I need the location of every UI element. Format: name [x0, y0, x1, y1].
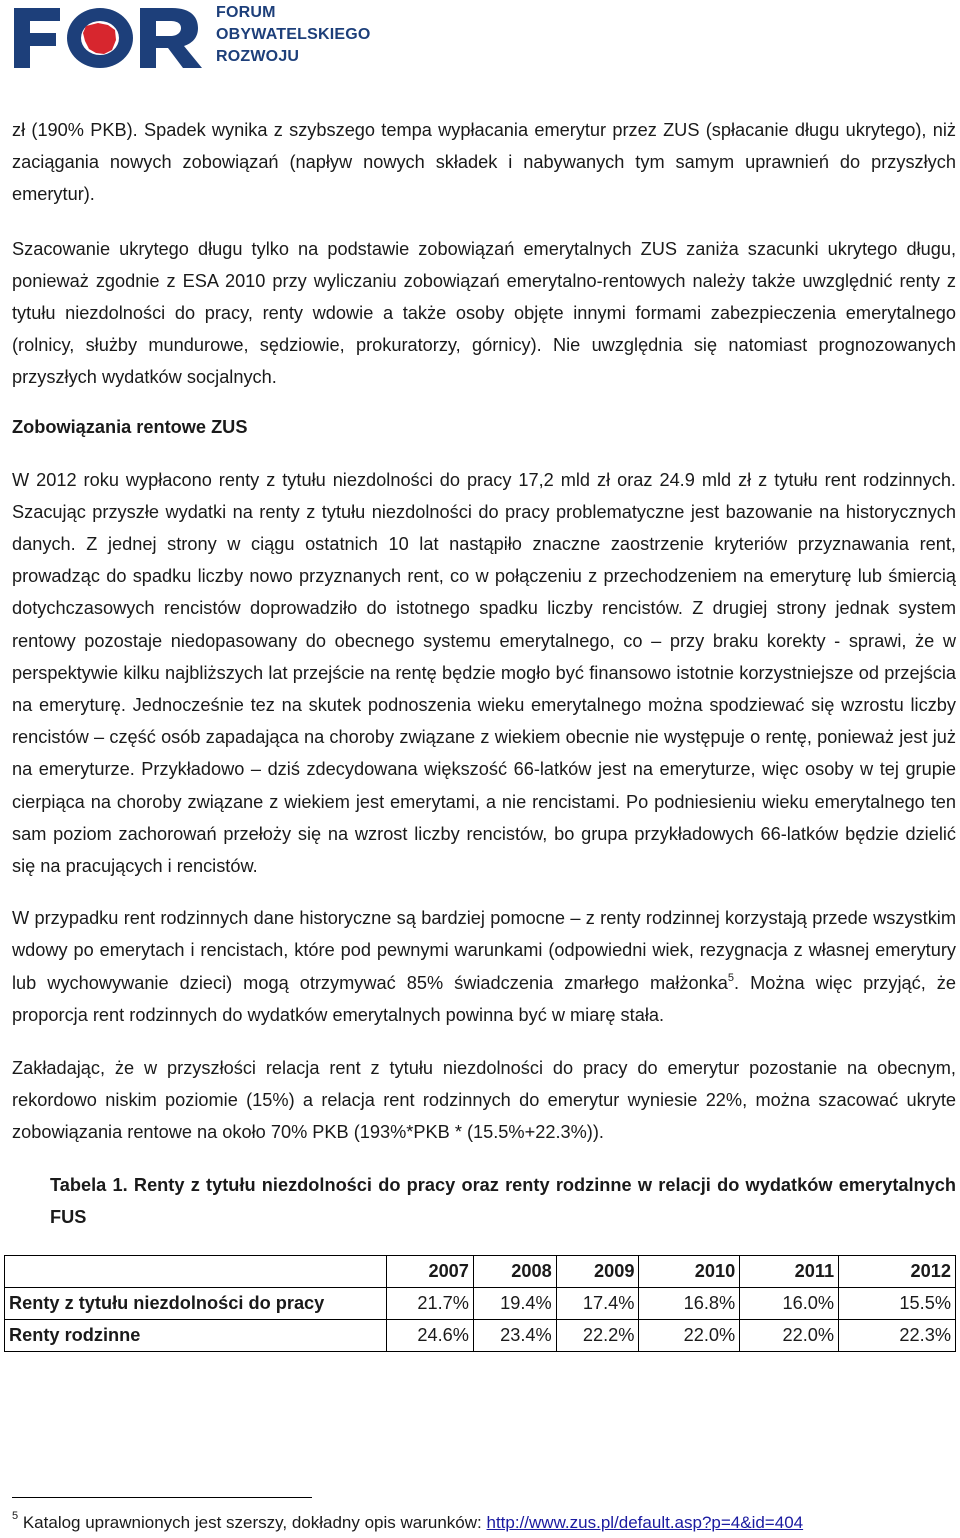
- paragraph-4-text-end: . Można więc przyjąć, że proporcja rent rodzinnych do wydatków emerytalnych powinna być w miarę stała.: [12, 972, 956, 1025]
- footnote-ref[interactable]: 5: [727, 971, 735, 984]
- table-row: [5, 1287, 956, 1319]
- logo: [12, 0, 372, 80]
- table-header-row: [5, 1255, 956, 1287]
- logo-line-obywatelskiego: OBYWATELSKIEGO: [216, 26, 371, 43]
- paragraph-1: zł (190% PKB). Spadek wynika z szybszego tempa wypłacania emerytur przez ZUS (spłacanie długu ukrytego), niż zaciągania nowych zobowiązań (napływ nowych składek i nabywanych tym samym uprawnień do przyszłych emerytur).: [12, 120, 956, 205]
- table-cell: 16.8%: [639, 1287, 740, 1319]
- table-header-year: 2012: [839, 1255, 956, 1287]
- table-header-year: 2009: [556, 1255, 639, 1287]
- paragraph-2: Szacowanie ukrytego długu tylko na podstawie zobowiązań emerytalnych ZUS zaniża szacunki ukrytego długu, ponieważ zgodnie z ESA 2010 przy wyliczaniu zobowiązań emerytalno-rentowych należy także uwzględnić renty z tytułu niezdolności do pracy, renty wdowie a także osoby objęte innymi formami zabezpieczenia emerytalnego (rolnicy, służby mundurowe, sędziowie, prokuratorzy, górnicy). Nie uwzględnia się natomiast prognozowanych przyszłych wydatków socjalnych.: [12, 238, 956, 388]
- table-caption: Tabela 1. Renty z tytułu niezdolności do pracy oraz renty rodzinne w relacji do wydatków emerytalnych FUS: [50, 1174, 956, 1227]
- table-header-year: 2011: [740, 1255, 839, 1287]
- table-header-year: 2010: [639, 1255, 740, 1287]
- table-header-empty: [5, 1255, 387, 1287]
- table-cell: 16.0%: [740, 1287, 839, 1319]
- footnote-text: Katalog uprawnionych jest szerszy, dokładny opis warunków:: [18, 1513, 487, 1532]
- footnote-link[interactable]: http://www.zus.pl/default.asp?p=4&id=404: [486, 1513, 804, 1532]
- table-header-year: 2007: [387, 1255, 474, 1287]
- row-label: Renty z tytułu niezdolności do pracy: [5, 1287, 387, 1319]
- footnote-number: 5: [12, 1510, 19, 1522]
- paragraph-5: Zakładając, że w przyszłości relacja rent z tytułu niezdolności do pracy do emerytur pozostanie na obecnym, rekordowo niskim poziomie (15%) a relacja rent rodzinnych do emerytur wyniesie 22%, można szacować ukryte zobowiązania rentowe na około 70% PKB (193%*PKB * (15.5%+22.3%)).: [12, 1058, 956, 1143]
- table-cell: 22.3%: [839, 1319, 956, 1351]
- table-cell: 22.0%: [740, 1319, 839, 1351]
- table-cell: 24.6%: [387, 1319, 474, 1351]
- paragraph-3: W 2012 roku wypłacono renty z tytułu niezdolności do pracy 17,2 mld zł oraz 24.9 mld zł z tytułu rent rodzinnych. Szacując przyszłe wydatki na renty z tytułu niezdolności do pracy problematyczne jest bazowanie na historycznych danych. Z jednej strony w ciągu ostatnich 10 lat nastąpiło znaczne zaostrzenie kryteriów przyznawania rent, prowadząc do spadku liczby nowo przyznanych rent, co w połączeniu z przechodzeniem na emeryturę lub śmiercią dotychczasowych rencistów doprowadziło do istotnego spadku liczby rencistów. Z drugiej strony jednak system rentowy pozostaje niedopasowany do obecnego systemu emerytalnego, co – przy braku korekty - sprawi, że w perspektywie kilku najbliższych lat przejście na rentę będzie mogło być finansowo istotnie korzystniejsze od przejścia na emeryturę. Jednocześnie tez na skutek podnoszenia wieku emerytalnego można spodziewać się wzrostu liczby rencistów – część osób zapadająca na choroby związane z wiekiem obecnie nie występuje o rentę, ponieważ jest już na emeryturze. Przykładowo – dziś zdecydowana większość 66-latków jest na emeryturze, więc osoby w tej grupie cierpiąca na choroby związane z wiekiem jest emerytami, a nie rencistami. Po podniesieniu wieku emerytalnego ten sam poziom zachorowań przełoży się na wzrost liczby rencistów, bo grupa przykładowych 66-latków będzie dzielić się na pracujących i rencistów.: [12, 469, 956, 877]
- paragraph-4-text: W przypadku rent rodzinnych dane historyczne są bardziej pomocne – z renty rodzinnej korzystają przede wszystkim wdowy po emerytach i rencistach, które pod pewnymi warunkami (odpowiedni wiek, rezygnacja z własnej emerytury lub wychowywanie dzieci) mogą otrzymywać 85% świadczenia zmarłego małżonka: [12, 908, 956, 993]
- logo-line-rozwoju: ROZWOJU: [216, 48, 300, 65]
- table-cell: 23.4%: [473, 1319, 556, 1351]
- table-header-year: 2008: [473, 1255, 556, 1287]
- paragraph-4: [12, 902, 956, 1031]
- for-logo-icon: [12, 4, 208, 70]
- table-row: [5, 1319, 956, 1351]
- footnote: [12, 1501, 803, 1538]
- logo-line-forum: FORUM: [216, 4, 276, 21]
- table-cell: 15.5%: [839, 1287, 956, 1319]
- footnote-divider: [12, 1497, 312, 1498]
- document-body: [9, 114, 956, 1352]
- row-label: Renty rodzinne: [5, 1319, 387, 1351]
- table-cell: 17.4%: [556, 1287, 639, 1319]
- data-table: [4, 1255, 956, 1352]
- section-heading: Zobowiązania rentowe ZUS: [12, 416, 248, 437]
- table-cell: 22.2%: [556, 1319, 639, 1351]
- table-cell: 19.4%: [473, 1287, 556, 1319]
- logo-text: [216, 2, 371, 68]
- table-cell: 21.7%: [387, 1287, 474, 1319]
- table-cell: 22.0%: [639, 1319, 740, 1351]
